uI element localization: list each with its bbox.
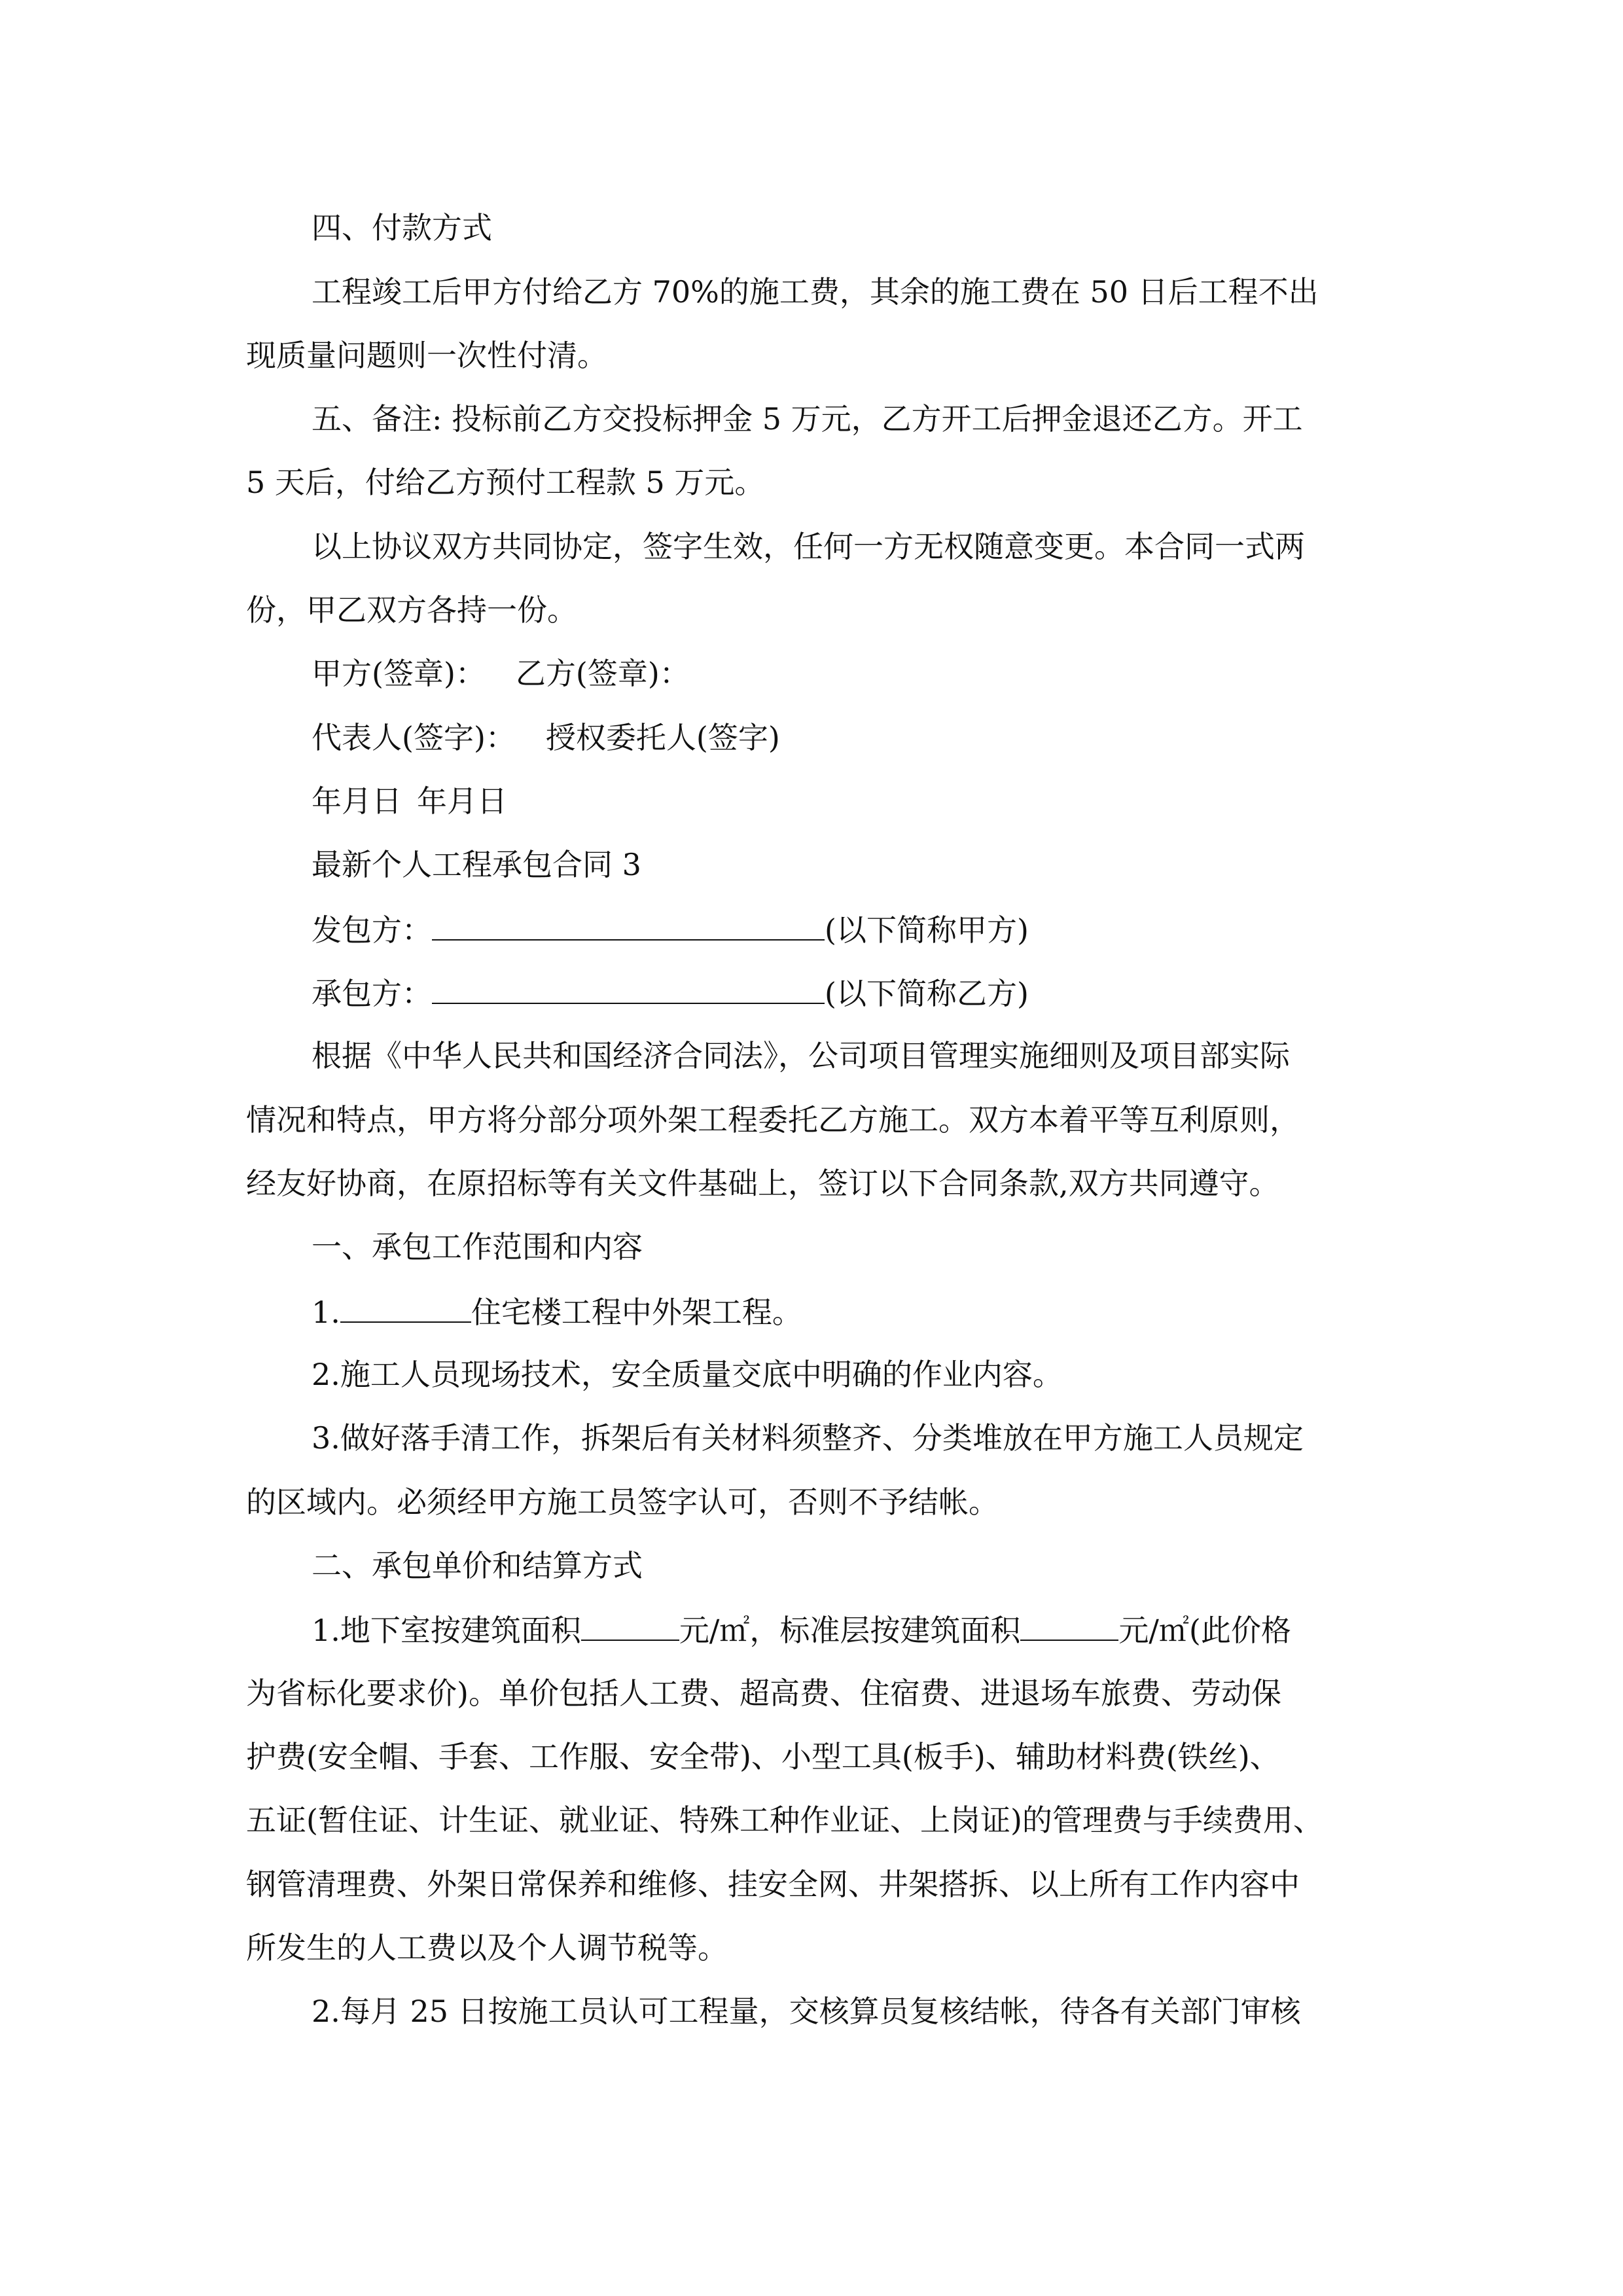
paragraph-line: 护费(安全帽、手套、工作服、安全带)、小型工具(板手)、辅助材料费(铁丝)、 <box>246 1739 1280 1774</box>
item-text: 1.地下室按建筑面积 <box>312 1613 581 1648</box>
authorized-agent-label: 授权委托人(签字) <box>545 720 780 755</box>
pricing-item-2: 2.每月 25 日按施工员认可工程量，交核算员复核结帐，待各有关部门审核 <box>312 1994 1301 2029</box>
item-text: 元/㎡，标准层按建筑面积 <box>679 1613 1021 1648</box>
paragraph-line: 五证(暂住证、计生证、就业证、特殊工种作业证、上岗证)的管理费与手续费用、 <box>246 1803 1323 1838</box>
paragraph-line: 份，甲乙双方各持一份。 <box>246 592 577 628</box>
contractor-abbrev: (以下简称乙方) <box>825 976 1029 1011</box>
paragraph-line: 以上协议双方共同协定，签字生效，任何一方无权随意变更。本合同一式两 <box>312 529 1305 564</box>
party-a-seal-label: 甲方(签章)： <box>312 656 486 691</box>
contractor-blank <box>432 973 825 1004</box>
section-heading-scope: 一、承包工作范围和内容 <box>312 1229 643 1265</box>
contract-title: 最新个人工程承包合同 3 <box>312 847 641 882</box>
item-number: 1. <box>312 1295 340 1330</box>
date-line <box>312 781 1450 821</box>
signature-line-representative <box>312 718 1450 757</box>
contractor-line <box>312 973 1450 1013</box>
paragraph-line: 钢管清理费、外架日常保养和维修、挂安全网、井架搭拆、以上所有工作内容中 <box>246 1867 1300 1902</box>
paragraph-line: 经友好协商，在原招标等有关文件基础上，签订以下合同条款,双方共同遵守。 <box>246 1166 1279 1201</box>
employer-abbrev: (以下简称甲方) <box>825 912 1029 948</box>
section-heading-pricing: 二、承包单价和结算方式 <box>312 1548 643 1583</box>
scope-item-2: 2.施工人员现场技术，安全质量交底中明确的作业内容。 <box>312 1357 1063 1392</box>
item-text: 元/㎡(此价格 <box>1118 1613 1291 1648</box>
employer-label: 发包方： <box>312 912 432 948</box>
employer-line <box>312 909 1450 950</box>
paragraph-line: 5 天后，付给乙方预付工程款 5 万元。 <box>246 465 765 500</box>
standard-floor-price-blank <box>1020 1609 1118 1641</box>
paragraph-line: 的区域内。必须经甲方施工员签字认可，否则不予结帐。 <box>246 1484 999 1520</box>
pricing-item-1 <box>312 1609 1450 1650</box>
scope-item-1 <box>312 1291 1450 1332</box>
representative-label: 代表人(签字)： <box>312 720 516 755</box>
paragraph-line: 工程竣工后甲方付给乙方 70%的施工费，其余的施工费在 50 日后工程不出 <box>312 274 1319 310</box>
paragraph-line: 为省标化要求价)。单价包括人工费、超高费、住宿费、进退场车旅费、劳动保 <box>246 1676 1281 1711</box>
party-b-seal-label: 乙方(签章)： <box>515 656 690 691</box>
item-text: 住宅楼工程中外架工程。 <box>471 1295 802 1330</box>
project-blank <box>340 1291 471 1323</box>
contractor-label: 承包方： <box>312 976 432 1011</box>
scope-item-3: 3.做好落手清工作，拆架后有关材料须整齐、分类堆放在甲方施工人员规定 <box>312 1420 1304 1456</box>
basement-price-blank <box>581 1609 679 1641</box>
section-heading-payment: 四、付款方式 <box>312 210 492 245</box>
paragraph-line: 情况和特点，甲方将分部分项外架工程委托乙方施工。双方本着平等互利原则， <box>246 1102 1300 1138</box>
date-label-b: 年月日 <box>417 783 507 819</box>
employer-blank <box>432 909 825 941</box>
signature-line-party <box>312 654 1450 693</box>
paragraph-line: 五、备注: 投标前乙方交投标押金 5 万元，乙方开工后押金退还乙方。开工 <box>312 401 1303 437</box>
paragraph-line: 根据《中华人民共和国经济合同法》，公司项目管理实施细则及项目部实际 <box>312 1038 1290 1073</box>
date-label-a: 年月日 <box>312 783 402 819</box>
paragraph-line: 现质量问题则一次性付清。 <box>246 338 607 373</box>
paragraph-line: 所发生的人工费以及个人调节税等。 <box>246 1930 728 1965</box>
